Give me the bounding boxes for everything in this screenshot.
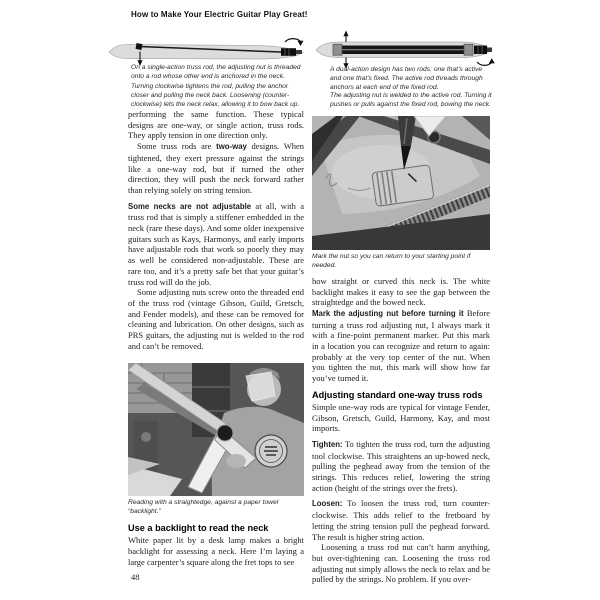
adjusting-nut [474, 46, 487, 55]
anchor-block [136, 43, 143, 50]
section-heading: Use a backlight to read the neck [128, 523, 269, 534]
runin-heading: Mark the adjusting nut before turning it [312, 308, 464, 318]
hand [226, 454, 246, 468]
body-paragraph: Some necks are not adjustable at all, with a truss rod that is simply a stiffener embedded in the neck (rare these days). And some older inexpensive guitars such as Kays, Harmonys, and early imports have adjustable rods that work so poorly they may as well be considered non-adjustable. These are rare too, and it’s a pretty safe bet that your guitar’s truss rod will do the job. [128, 200, 304, 287]
adjusting-nut [281, 48, 296, 56]
body-paragraph: Some adjusting nuts screw onto the threaded end of the truss rod (vintage Gibson, Guild, Gretsch, and Fender models), and these can be removed for cleaning and lubrication. On other designs, such as PRS guitars, the adjusting nut is welded to the rod and can’t be removed. [128, 287, 304, 351]
body-paragraph: how straight or curved this neck is. The white backlight makes it easy to see the gap between the straightedge and the bowed neck. [312, 275, 490, 308]
figure-caption: The adjusting nut is welded to the active rod. Turning it pushes or pulls against the fixed rod, bowing the neck. [330, 92, 492, 108]
winder [217, 425, 233, 441]
right-column [312, 116, 490, 585]
section-heading: Adjusting standard one-way truss rods [312, 389, 483, 400]
runin-heading: Loosen: [312, 499, 343, 509]
mark-nut-photo [312, 116, 490, 250]
rotate-arrow-icon [477, 58, 495, 65]
anchor-block [333, 44, 342, 55]
anchor-block [464, 44, 473, 55]
body-paragraph: Loosening a truss rod nut can’t harm anything, but over-tightening can. Loosening the truss rod adjusting nut simply allows the neck to relax and be pulled by the strings. No problem. If you over- [312, 542, 490, 585]
body-paragraph: performing the same function. These typical designs are one-way, or single action, truss rods. They apply tension in one direction only. [128, 109, 304, 141]
up-arrow-icon [343, 31, 348, 43]
page-number: 48 [131, 572, 140, 582]
body-paragraph: Some truss rods are two-way designs. When tightened, they exert pressure against the strings like a one-way rod, but if turned the other direction, they will push the neck forward rather than relying solely on string tension. [128, 141, 304, 195]
runin-heading: Tighten: [312, 439, 343, 449]
truss-rod-nut [372, 165, 434, 207]
figure-caption: On a single-action truss rod, the adjusting nut is threaded onto a rod whose other end is anchored in the neck. [131, 64, 301, 80]
left-column [128, 109, 304, 567]
runin-heading: Some necks are not adjustable [128, 201, 252, 211]
body-paragraph: Loosen: To loosen the truss rod, turn counter-clockwise. This adds relief to the fretboard by letting the string tension pull the peghead forward. The result is higher string action. [312, 498, 490, 542]
photo-caption: Reading with a straightedge, against a paper towel “backlight.” [128, 499, 279, 516]
body-paragraph: Simple one-way rods are typical for vintage Fender, Gibson, Gretsch, Guild, Harmony, Kay, and most imports. [312, 401, 490, 434]
body-paragraph: Mark the adjusting nut before turning it Before turning a truss rod adjusting nut, I always mark it with a fine-point permanent marker. Put this mark in a location you can recognize and return to again: probably at the very top center of the nut. When you tighten the nut, this mark will show how far you’ve turned it. [312, 307, 490, 384]
figure-caption: A dual-action design has two rods: one that’s active and one that’s fixed. The active rod threads through anchors at each end of the fixed rod. [330, 66, 483, 91]
photo-caption: Mark the nut so you can return to your starting point if needed. [312, 253, 471, 269]
body-paragraph: White paper lit by a desk lamp makes a bright backlight for assessing a neck. Here I’m laying a large carpenter’s square along the fret tops to see [128, 535, 304, 567]
body-paragraph: Tighten: To tighten the truss rod, turn the adjusting tool clockwise. This straightens an up-bowed neck, pulling the peghead away from the tension of the strings. This reduces relief, lowering the string action (height of the strings over the frets). [312, 438, 490, 493]
clockwise-arrow-icon [285, 39, 304, 46]
straightedge-photo [128, 363, 304, 496]
dual-action-truss-rod-diagram [313, 30, 496, 70]
figure-caption: Turning clockwise tightens the rod, pulling the anchor closer and pulling the neck back. Loosening (counter-clockwise) lets the neck relax, allowing it to bow back up. [131, 83, 300, 108]
page-header: How to Make Your Electric Guitar Play Great! [131, 10, 308, 19]
inline-bold-term: two-way [216, 142, 247, 152]
